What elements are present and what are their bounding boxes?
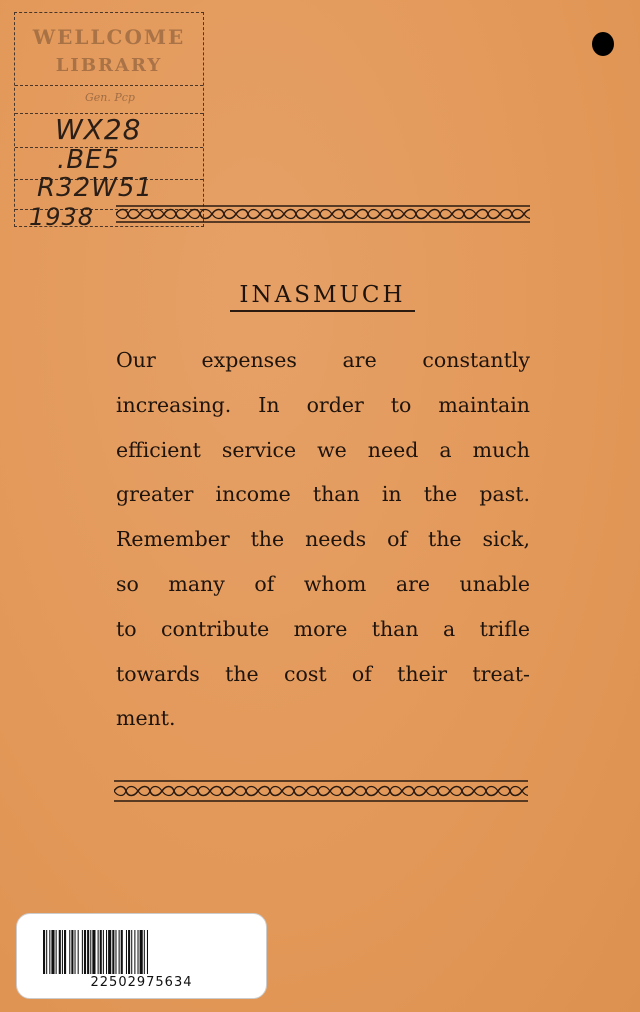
barcode-bar: [56, 930, 57, 974]
barcode-bar: [78, 930, 79, 974]
barcode-bar: [92, 930, 95, 974]
barcode-bar: [119, 930, 120, 974]
paragraph-line: efficient service we need a much: [116, 437, 530, 462]
barcode-bar: [87, 930, 89, 974]
barcode-icon: [43, 930, 243, 974]
stamp-collection-note: Gen. Pcp: [85, 91, 135, 104]
top-ornamental-rule: [116, 205, 530, 223]
barcode-bar: [90, 930, 91, 974]
barcode-bar: [75, 930, 76, 974]
page-title: INASMUCH: [230, 282, 415, 312]
barcode-bar: [51, 930, 54, 974]
barcode-bar: [98, 930, 99, 974]
barcode-bar: [115, 930, 116, 974]
call-number-class: WX28: [55, 113, 142, 146]
barcode-bar: [121, 930, 123, 974]
barcode-label: [16, 913, 267, 999]
barcode-bar: [147, 930, 148, 974]
barcode-bar: [140, 930, 143, 974]
barcode-bar: [128, 930, 130, 974]
barcode-bar: [138, 930, 139, 974]
punch-hole: [592, 32, 614, 56]
barcode-bar: [106, 930, 107, 974]
call-number-year: 1938: [29, 203, 95, 231]
barcode-bar: [71, 930, 73, 974]
paragraph-line: to contribute more than a trifle: [116, 616, 530, 641]
stamp-library-name: WELLCOME: [32, 25, 186, 49]
barcode-bar: [126, 930, 127, 974]
appeal-paragraph: [116, 338, 530, 741]
barcode-bar: [43, 930, 45, 974]
barcode-bar: [112, 930, 114, 974]
paragraph-line: increasing. In order to maintain: [116, 392, 530, 417]
call-number-item: R32W51: [37, 173, 153, 203]
library-stamp: [14, 12, 204, 231]
stamp-divider: [15, 85, 203, 86]
barcode-bar: [131, 930, 132, 974]
bottom-ornamental-rule: [114, 780, 528, 802]
call-number-cutter: .BE5: [57, 145, 121, 175]
barcode-bar: [46, 930, 47, 974]
barcode-bar: [108, 930, 111, 974]
barcode-bar: [82, 930, 83, 974]
barcode-bar: [103, 930, 104, 974]
barcode-number: 22502975634: [90, 975, 193, 990]
barcode-bar: [69, 930, 70, 974]
barcode-bar: [84, 930, 86, 974]
paragraph-line: greater income than in the past.: [116, 482, 530, 507]
paragraph-line: ment.: [116, 706, 176, 731]
barcode-bar: [49, 930, 50, 974]
barcode-bar: [62, 930, 63, 974]
paragraph-line: so many of whom are unable: [116, 571, 530, 596]
paragraph-line: towards the cost of their treat-: [116, 661, 530, 686]
barcode-bar: [100, 930, 102, 974]
paragraph-line: Our expenses are constantly: [116, 348, 530, 372]
barcode-bar: [59, 930, 61, 974]
barcode-bar: [134, 930, 135, 974]
stamp-library-label: LIBRARY: [55, 55, 163, 76]
paragraph-line: Remember the needs of the sick,: [116, 527, 530, 552]
barcode-bar: [144, 930, 145, 974]
barcode-bar: [64, 930, 66, 974]
